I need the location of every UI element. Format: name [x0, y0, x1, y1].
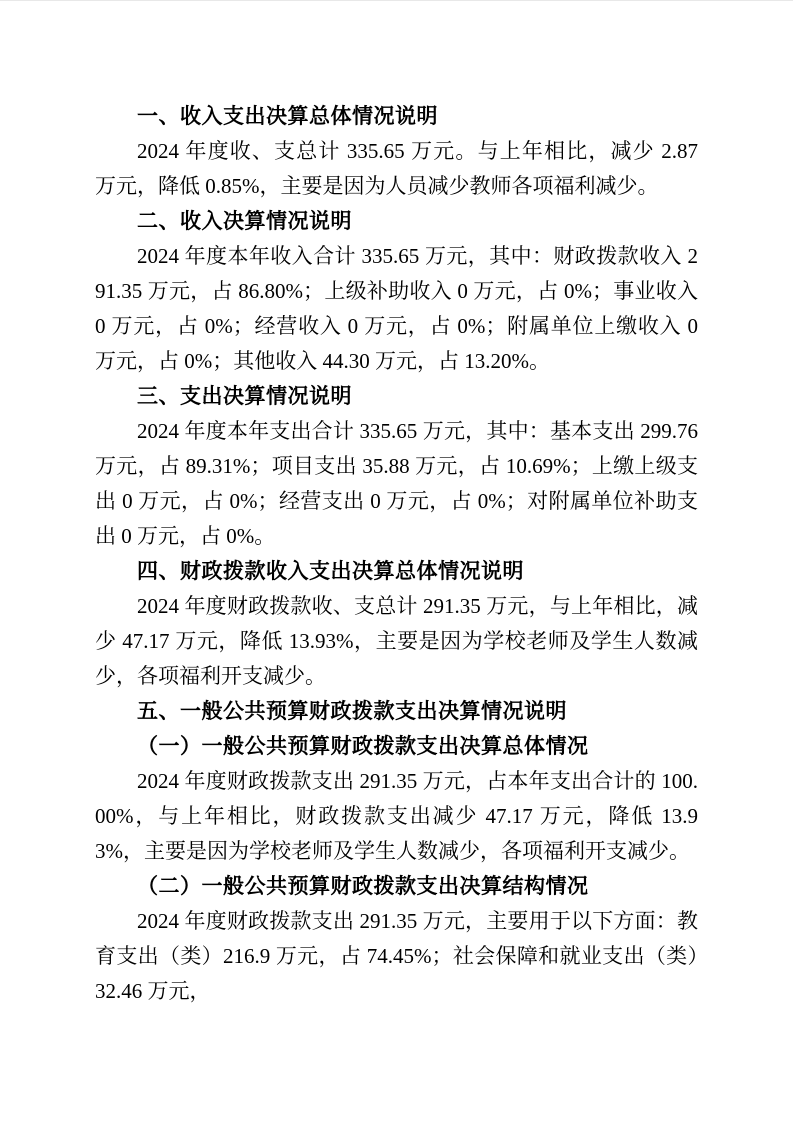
section-4-heading: 四、财政拨款收入支出决算总体情况说明 [137, 560, 524, 583]
section-2-paragraph: 2024 年度本年收入合计 335.65 万元，其中：财政拨款收入 291.35 万元，占 86.80%；上级补助收入 0 万元，占 0%；事业收入 0 万元，占 0%；经营收入 0 万元，占 0%；附属单位上缴收入 0 万元，占 0%；其他收入 44.30 万元，占 13.20%。 [95, 244, 698, 373]
section-5-paragraph-1: 2024 年度财政拨款支出 291.35 万元，占本年支出合计的 100.00%，与上年相比，财政拨款支出减少 47.17 万元，降低 13.93%，主要是因为学校老师及学生人数减少，各项福利开支减少。 [95, 769, 698, 863]
section-5-subheading-1: （一）一般公共预算财政拨款支出决算总体情况 [137, 735, 589, 758]
section-5-paragraph-2: 2024 年度财政拨款支出 291.35 万元，主要用于以下方面：教育支出（类）216.9 万元，占 74.45%；社会保障和就业支出（类）32.46 万元， [95, 909, 698, 1003]
section-1-paragraph: 2024 年度收、支总计 335.65 万元。与上年相比，减少 2.87 万元，降低 0.85%，主要是因为人员减少教师各项福利减少。 [95, 139, 698, 198]
section-3-heading: 三、支出决算情况说明 [137, 385, 352, 408]
section-2-heading: 二、收入决算情况说明 [137, 210, 352, 233]
section-1-heading: 一、收入支出决算总体情况说明 [137, 105, 438, 128]
section-4-paragraph: 2024 年度财政拨款收、支总计 291.35 万元，与上年相比，减少 47.17 万元，降低 13.93%，主要是因为学校老师及学生人数减少，各项福利开支减少。 [95, 594, 698, 688]
section-5-subheading-2: （二）一般公共预算财政拨款支出决算结构情况 [137, 875, 589, 898]
section-5-heading: 五、一般公共预算财政拨款支出决算情况说明 [137, 700, 567, 723]
section-3-paragraph: 2024 年度本年支出合计 335.65 万元，其中：基本支出 299.76 万元，占 89.31%；项目支出 35.88 万元，占 10.69%；上缴上级支出 0 万元，占 0%；经营支出 0 万元，占 0%；对附属单位补助支出 0 万元，占 0%。 [95, 419, 698, 548]
